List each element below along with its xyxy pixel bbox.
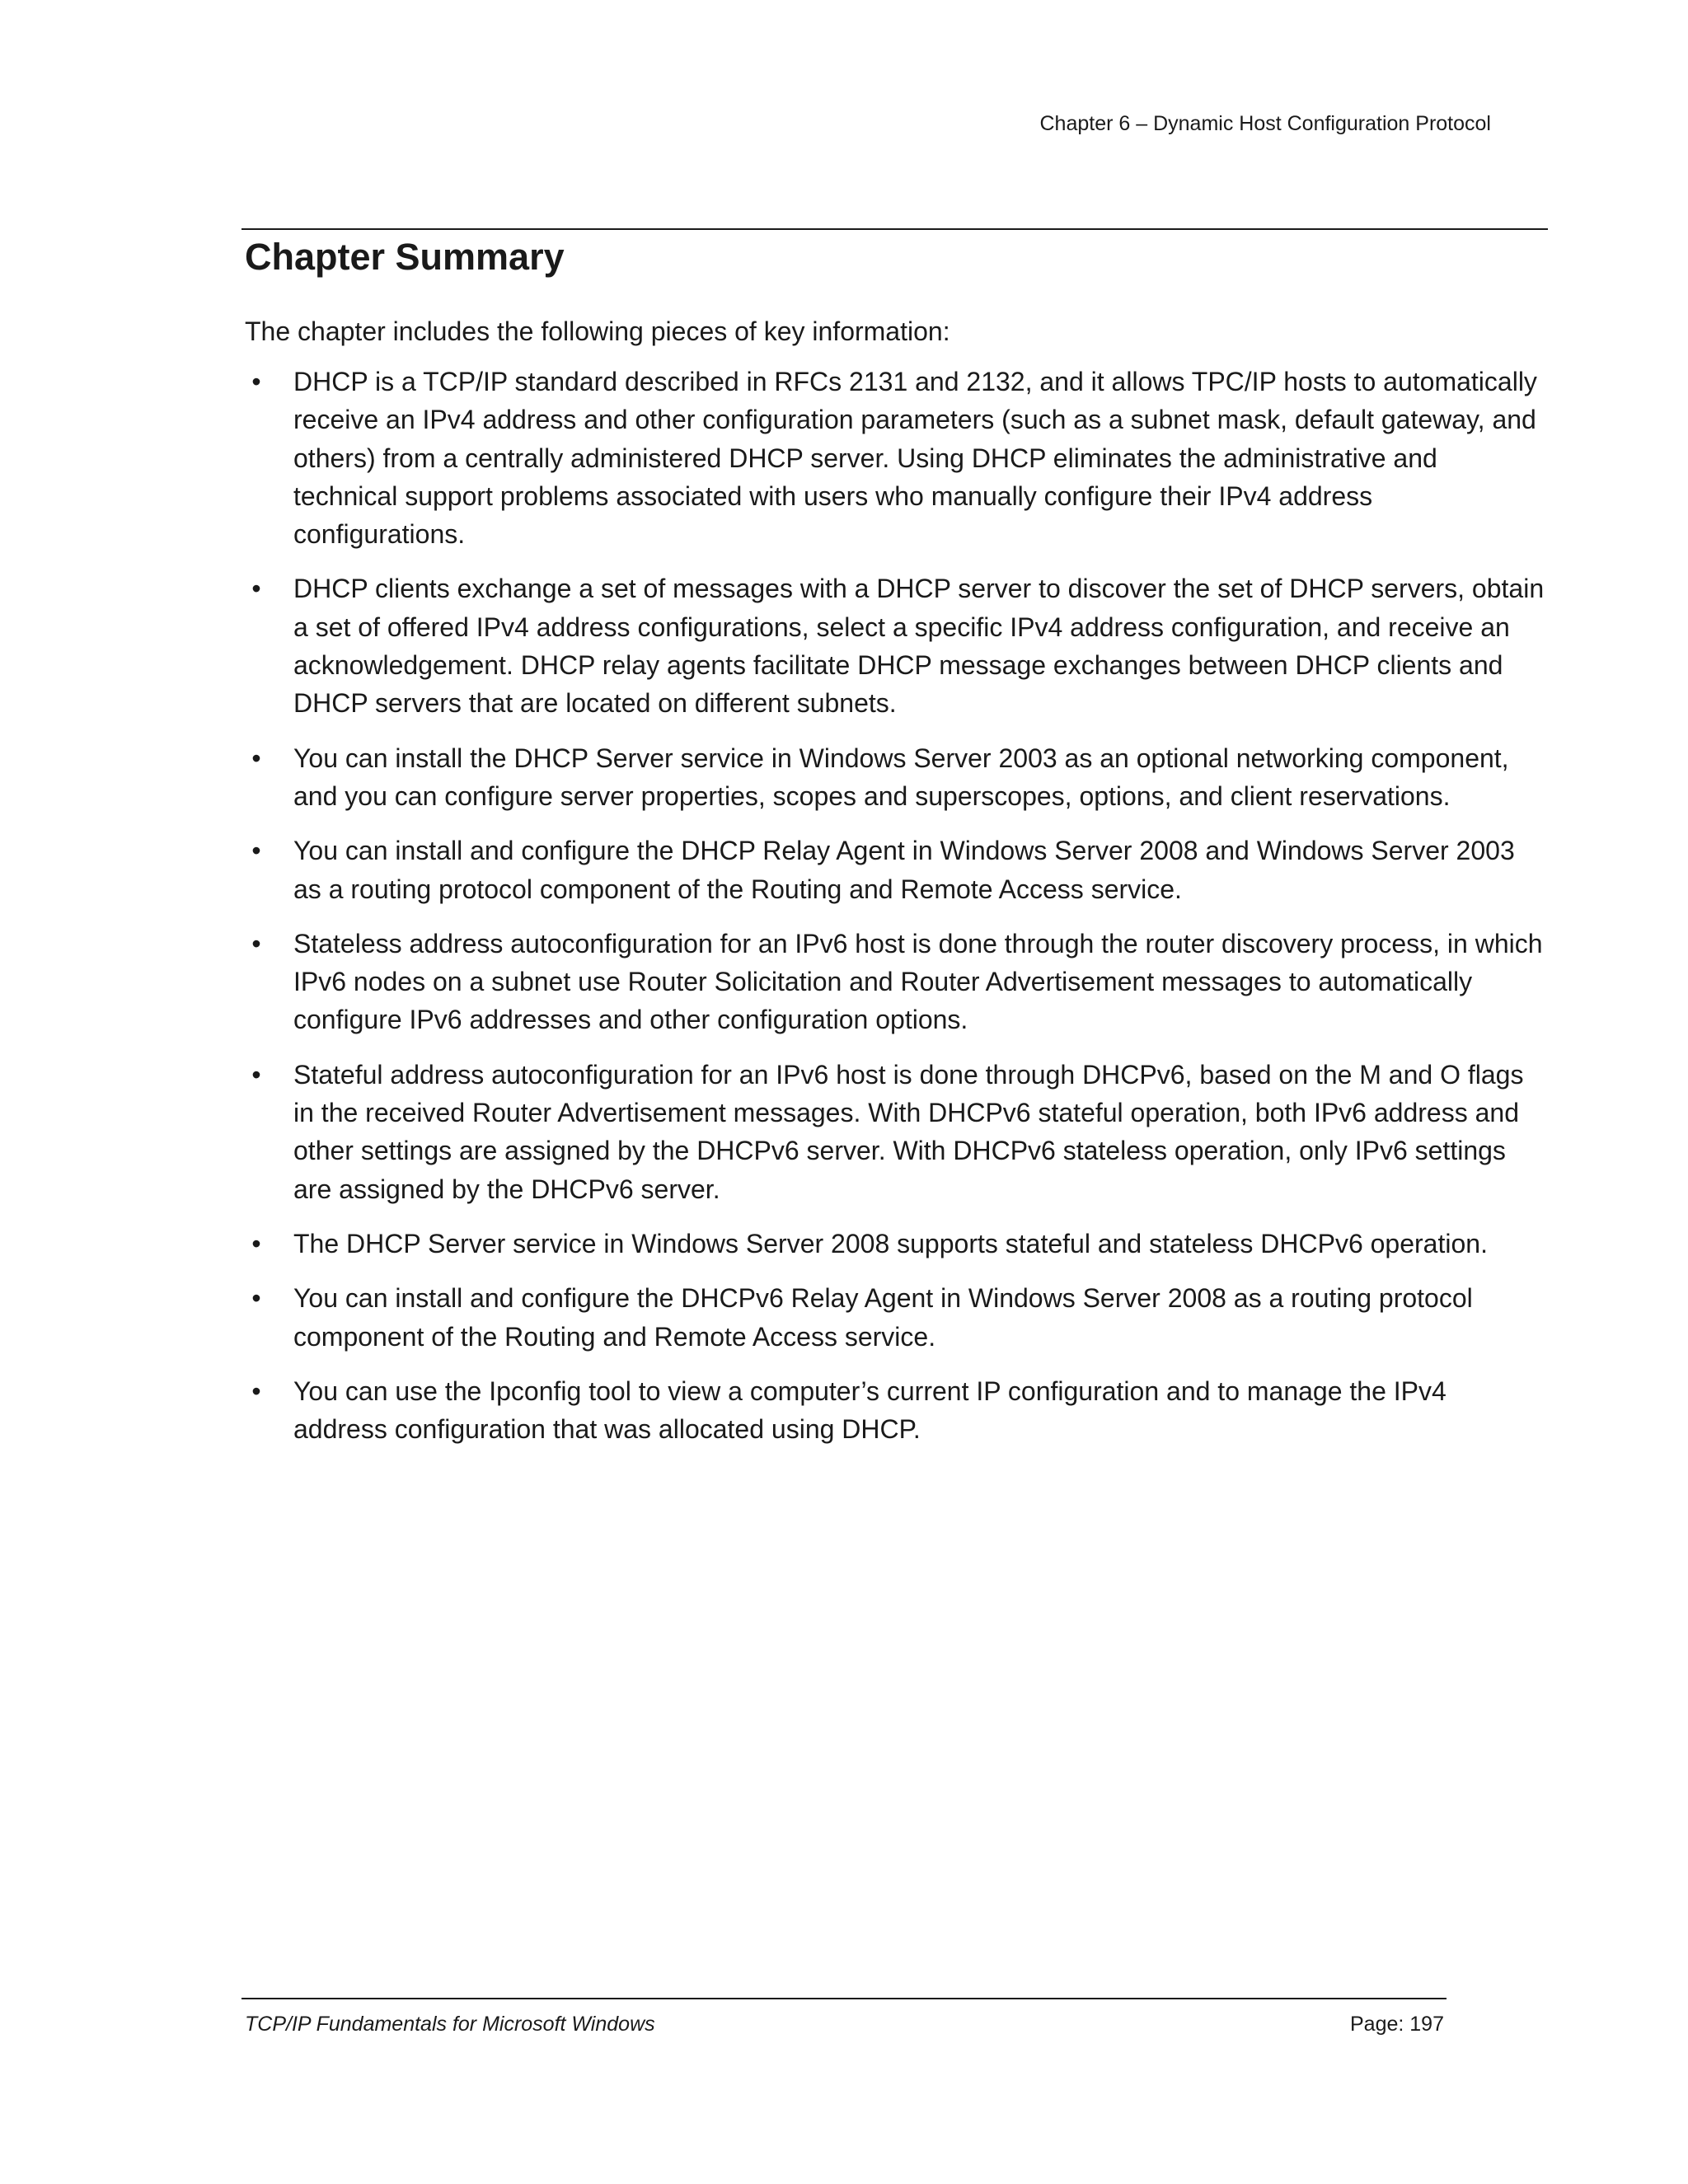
bullet-text: You can install and configure the DHCPv6 Relay Agent in Windows Server 2008 as a routing protocol component of the Routing and Remote Access service. — [293, 1283, 1473, 1352]
bullet-text: The DHCP Server service in Windows Server 2008 supports stateful and stateless DHCPv6 operation. — [293, 1228, 1488, 1258]
bullet-item-8 — [245, 1279, 1547, 1356]
bullet-text: You can install and configure the DHCP Relay Agent in Windows Server 2008 and Windows Server 2003 as a routing protocol component of the Routing and Remote Access service. — [293, 836, 1515, 904]
bullet-text: DHCP clients exchange a set of messages with a DHCP server to discover the set of DHCP servers, obtain a set of offered IPv4 address configurations, select a specific IPv4 address configuration, and receive an acknowledgement. DHCP relay agents facilitate DHCP message exchanges between DHCP clients and DHCP servers that are located on different subnets. — [293, 574, 1545, 719]
bullet-item-2 — [245, 569, 1547, 722]
bullet-item-7 — [245, 1225, 1547, 1263]
section-title: Chapter Summary — [245, 236, 565, 278]
bullet-text: You can use the Ipconfig tool to view a computer’s current IP configuration and to manage the IPv4 address configuration that was allocated using DHCP. — [293, 1376, 1447, 1445]
bullet-icon: • — [251, 743, 261, 773]
bullet-item-6 — [245, 1056, 1547, 1208]
bullet-item-5 — [245, 925, 1547, 1039]
bullet-item-4 — [245, 832, 1547, 908]
bullet-item-3 — [245, 739, 1547, 816]
bullet-icon: • — [251, 574, 261, 604]
bullet-item-1 — [245, 363, 1547, 553]
bullet-text: DHCP is a TCP/IP standard described in RFCs 2131 and 2132, and it allows TPC/IP hosts to automatically receive an IPv4 address and other configuration parameters (such as a subnet mask, default gateway, and others) from a centrally administered DHCP server. Using DHCP eliminates the administrative and technical support problems associated with users who manually configure their IPv4 address configurations. — [293, 367, 1537, 550]
title-rule — [241, 228, 1548, 230]
bullet-icon: • — [251, 928, 261, 958]
bullet-icon: • — [251, 1228, 261, 1258]
bullet-icon: • — [251, 1376, 261, 1406]
bullet-icon: • — [251, 1283, 261, 1314]
bullet-icon: • — [251, 836, 261, 866]
bullet-text: You can install the DHCP Server service in Windows Server 2003 as an optional networking component, and you can configure server properties, scopes and superscopes, options, and client reservations. — [293, 743, 1509, 811]
footer-rule — [241, 1998, 1447, 1999]
bullet-text: Stateless address autoconfiguration for an IPv6 host is done through the router discovery process, in which IPv6 nodes on a subnet use Router Solicitation and Router Advertisement messages to automatically configure IPv6 addresses and other configuration options. — [293, 928, 1543, 1035]
bullet-icon: • — [251, 367, 261, 396]
intro-paragraph: The chapter includes the following pieces of key information: — [245, 316, 950, 346]
bullet-text: Stateful address autoconfiguration for an IPv6 host is done through DHCPv6, based on the M and O flags in the received Router Advertisement messages. With DHCPv6 stateful operation, both IPv6 address and other settings are assigned by the DHCPv6 server. With DHCPv6 stateless operation, only IPv6 settings are assigned by the DHCPv6 server. — [293, 1059, 1524, 1204]
summary-bullet-list — [245, 363, 1547, 1465]
page-number: Page: 197 — [1350, 2013, 1444, 2036]
bullet-item-9 — [245, 1372, 1547, 1449]
running-header: Chapter 6 – Dynamic Host Configuration Protocol — [1039, 112, 1491, 135]
footer-book-title: TCP/IP Fundamentals for Microsoft Windows — [245, 2013, 655, 2036]
bullet-icon: • — [251, 1059, 261, 1090]
